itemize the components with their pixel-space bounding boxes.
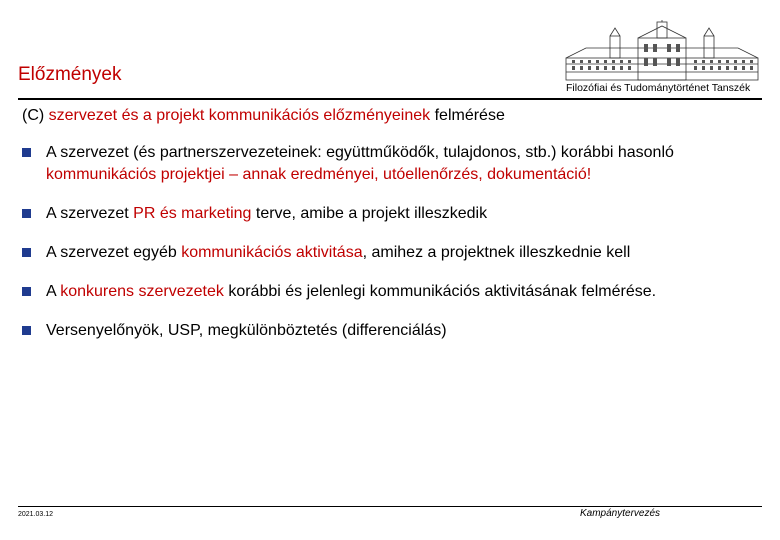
bullet-highlight: PR és marketing — [133, 205, 252, 222]
bullet-list — [22, 142, 767, 359]
subtitle-part: felmérése — [430, 107, 505, 124]
footer-divider — [18, 506, 762, 507]
slide-subtitle — [22, 107, 505, 125]
bullet-text: A szervezet (és partnerszervezeteinek: együttműködők, tulajdonos, stb.) korábbi hasonló — [46, 144, 674, 161]
square-bullet-icon — [22, 148, 31, 157]
bullet-item — [22, 281, 767, 303]
logo-caption: Filozófiai és Tudománytörténet Tanszék — [566, 82, 751, 94]
bullet-item — [22, 142, 767, 186]
square-bullet-icon — [22, 326, 31, 335]
square-bullet-icon — [22, 248, 31, 257]
bullet-text: Versenyelőnyök, USP, megkülönböztetés (differenciálás) — [46, 322, 447, 339]
bullet-highlight: konkurens szervezetek — [60, 283, 224, 300]
header-divider — [18, 98, 762, 100]
bullet-highlight: kommunikációs aktivitása — [181, 244, 363, 261]
footer-date: 2021.03.12 — [18, 511, 54, 518]
bullet-text: A — [46, 283, 61, 300]
square-bullet-icon — [22, 209, 31, 218]
subtitle-highlight: szervezet és a projekt kommunikációs előzményeinek — [48, 107, 431, 124]
bullet-text: , amihez a projektnek illeszkednie kell — [362, 244, 631, 261]
slide-title: Előzmények — [18, 64, 122, 85]
bullet-highlight: kommunikációs projektjei – annak eredményei, utóellenőrzés, dokumentáció! — [46, 166, 592, 183]
square-bullet-icon — [22, 287, 31, 296]
bullet-item — [22, 203, 767, 225]
bullet-text: A szervezet egyéb — [46, 244, 182, 261]
subtitle-part: (C) — [22, 107, 49, 124]
bullet-text: terve, amibe a projekt illeszkedik — [251, 205, 488, 222]
bullet-text: korábbi és jelenlegi kommunikációs aktivitásának felmérése. — [223, 283, 657, 300]
bullet-item — [22, 242, 767, 264]
footer-course-name: Kampánytervezés — [580, 508, 661, 519]
bullet-text: A szervezet — [46, 205, 134, 222]
bullet-item — [22, 320, 767, 342]
